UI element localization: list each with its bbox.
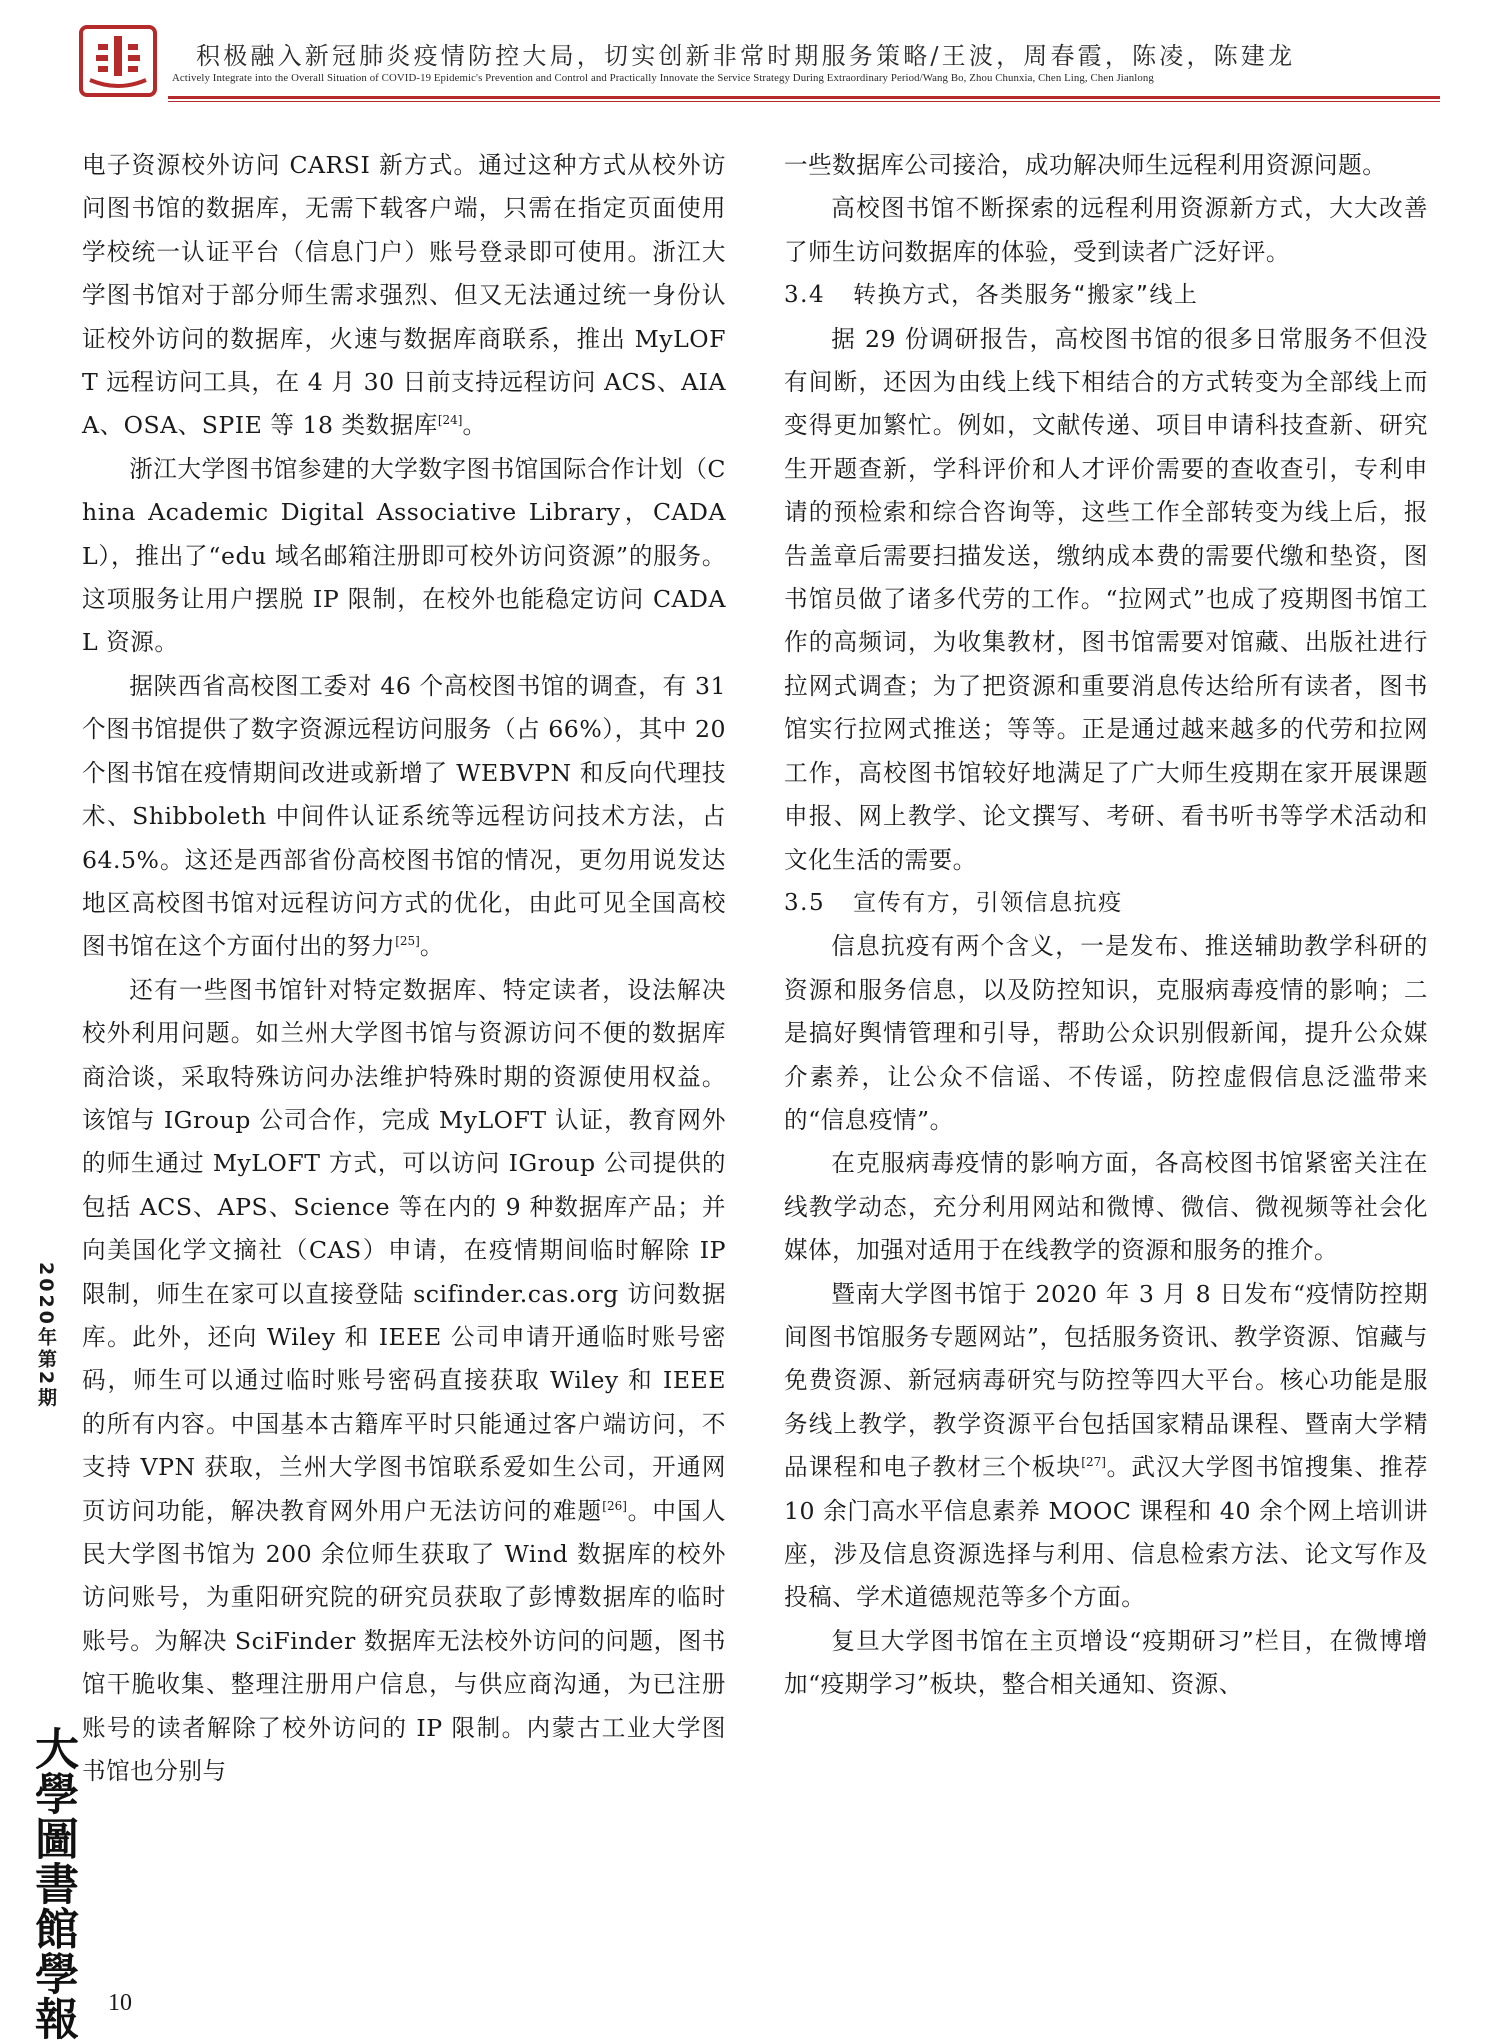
- paragraph: 一些数据库公司接洽，成功解决师生远程利用资源问题。: [784, 151, 1387, 179]
- citation-ref: [24]: [437, 413, 463, 428]
- right-column: [784, 144, 1428, 1707]
- running-header: [0, 0, 1503, 108]
- section-heading-3-4: 3.4 转换方式，各类服务“搬家”线上: [784, 282, 1199, 309]
- section-heading-3-5: 3.5 宣传有方，引领信息抗疫: [784, 889, 1123, 916]
- left-column: [82, 144, 726, 1793]
- paragraph: 复旦大学图书馆在主页增设“疫期研习”栏目，在微博增加“疫期学习”板块，整合相关通知、资源、: [784, 1626, 1428, 1699]
- issue-label: 2020年第2期: [35, 1262, 57, 1410]
- paragraph: 据陕西省高校图工委对 46 个高校图书馆的调查，有 31 个图书馆提供了数字资源远程访问服务（占 66%），其中 20 个图书馆在疫情期间改进或新增了 WEBVPN 和反向代理技术、Shibboleth 中间件认证系统等远程访问技术方法，占 64.5%。这还是西部省份高校图书馆的情况，更勿用说发达地区高校图书馆对远程访问方式的优化，由此可见全国高校图书馆在这个方面付出的努力[25]。: [82, 671, 726, 961]
- paragraph: 在克服病毒疫情的影响方面，各高校图书馆紧密关注在线教学动态，充分利用网站和微博、微信、微视频等社会化媒体，加强对适用于在线教学的资源和服务的推介。: [784, 1149, 1428, 1265]
- citation-ref: [26]: [602, 1498, 627, 1513]
- paragraph: 信息抗疫有两个含义，一是发布、推送辅助教学科研的资源和服务信息，以及防控知识，克服病毒疫情的影响；二是搞好舆情管理和引导，帮助公众识别假新闻，提升公众媒介素养，让公众不信谣、不传谣，防控虚假信息泛滥带来的“信息疫情”。: [784, 932, 1428, 1134]
- citation-ref: [25]: [395, 934, 420, 949]
- library-seal-logo: [78, 22, 158, 100]
- paragraph: 浙江大学图书馆参建的大学数字图书馆国际合作计划（China Academic Digital Associative Library，CADAL），推出了“edu 域名邮箱注册即可校外访问资源”的服务。这项服务让用户摆脱 IP 限制，在校外也能稳定访问 CADAL 资源。: [82, 454, 726, 657]
- page-number: 10: [108, 1990, 132, 2016]
- header-rule-thin: [168, 101, 1440, 102]
- paragraph: 暨南大学图书馆于 2020 年 3 月 8 日发布“疫情防控期间图书馆服务专题网站”，包括服务资讯、教学资源、馆藏与免费资源、新冠病毒研究与防控等四大平台。核心功能是服务线上教学，教学资源平台包括国家精品课程、暨南大学精品课程和电子教材三个板块[27]。武汉大学图书馆搜集、推荐 10 余门高水平信息素养 MOOC 课程和 40 余个网上培训讲座，涉及信息资源选择与利用、信息检索方法、论文写作及投稿、学术道德规范等多个方面。: [784, 1279, 1429, 1612]
- header-rule-thick: [168, 96, 1440, 99]
- journal-name: 大學圖書館學報: [27, 1726, 78, 2041]
- citation-ref: [27]: [1081, 1455, 1106, 1470]
- paragraph: 电子资源校外访问 CARSI 新方式。通过这种方式从校外访问图书馆的数据库，无需下载客户端，只需在指定页面使用学校统一认证平台（信息门户）账号登录即可使用。浙江大学图书馆对于部分师生需求强烈、但又无法通过统一身份认证校外访问的数据库，火速与数据库商联系，推出 MyLOFT 远程访问工具，在 4 月 30 日前支持远程访问 ACS、AIAA、OSA、SPIE 等 18 类数据库[24]。: [82, 151, 726, 440]
- paragraph: 高校图书馆不断探索的远程利用资源新方式，大大改善了师生访问数据库的体验，受到读者广泛好评。: [784, 194, 1428, 266]
- header-title-english: Actively Integrate into the Overall Situation of COVID-19 Epidemic's Prevention and Control and Practically Innovate the Service Strategy During Extraordinary Period/Wang Bo, Zhou Chunxia, Chen Ling, Chen Jianlong: [172, 72, 1154, 84]
- paragraph: 据 29 份调研报告，高校图书馆的很多日常服务不但没有间断，还因为由线上线下相结合的方式转变为全部线上而变得更加繁忙。例如，文献传递、项目申请科技查新、研究生开题查新，学科评价和人才评价需要的查收查引，专利申请的预检索和综合咨询等，这些工作全部转变为线上后，报告盖章后需要扫描发送，缴纳成本费的需要代缴和垫资，图书馆员做了诸多代劳的工作。“拉网式”也成了疫期图书馆工作的高频词，为收集教材，图书馆需要对馆藏、出版社进行拉网式调查；为了把资源和重要消息传达给所有读者，图书馆实行拉网式推送；等等。正是通过越来越多的代劳和拉网工作，高校图书馆较好地满足了广大师生疫期在家开展课题申报、网上教学、论文撰写、考研、看书听书等学术活动和文化生活的需要。: [784, 324, 1428, 874]
- paragraph: 还有一些图书馆针对特定数据库、特定读者，设法解决校外利用问题。如兰州大学图书馆与资源访问不便的数据库商洽谈，采取特殊访问办法维护特殊时期的资源使用权益。该馆与 IGroup 公司合作，完成 MyLOFT 认证，教育网外的师生通过 MyLOFT 方式，可以访问 IGroup 公司提供的包括 ACS、APS、Science 等在内的 9 种数据库产品；并向美国化学文摘社（CAS）申请，在疫情期间临时解除 IP 限制，师生在家可以直接登陆 scifinder.cas.org 访问数据库。此外，还向 Wiley 和 IEEE 公司申请开通临时账号密码，师生可以通过临时账号密码直接获取 Wiley 和 IEEE 的所有内容。中国基本古籍库平时只能通过客户端访问，不支持 VPN 获取，兰州大学图书馆联系爱如生公司，开通网页访问功能，解决教育网外用户无法访问的难题[26]。中国人民大学图书馆为 200 余位师生获取了 Wind 数据库的校外访问账号，为重阳研究院的研究员获取了彭博数据库的临时账号。为解决 SciFinder 数据库无法校外访问的问题，图书馆干脆收集、整理注册用户信息，与供应商沟通，为已注册账号的读者解除了校外访问的 IP 限制。内蒙古工业大学图书馆也分别与: [82, 975, 727, 1786]
- header-title-chinese: 积极融入新冠肺炎疫情防控大局，切实创新非常时期服务策略/王波，周春霞，陈凌，陈建龙: [196, 42, 1296, 70]
